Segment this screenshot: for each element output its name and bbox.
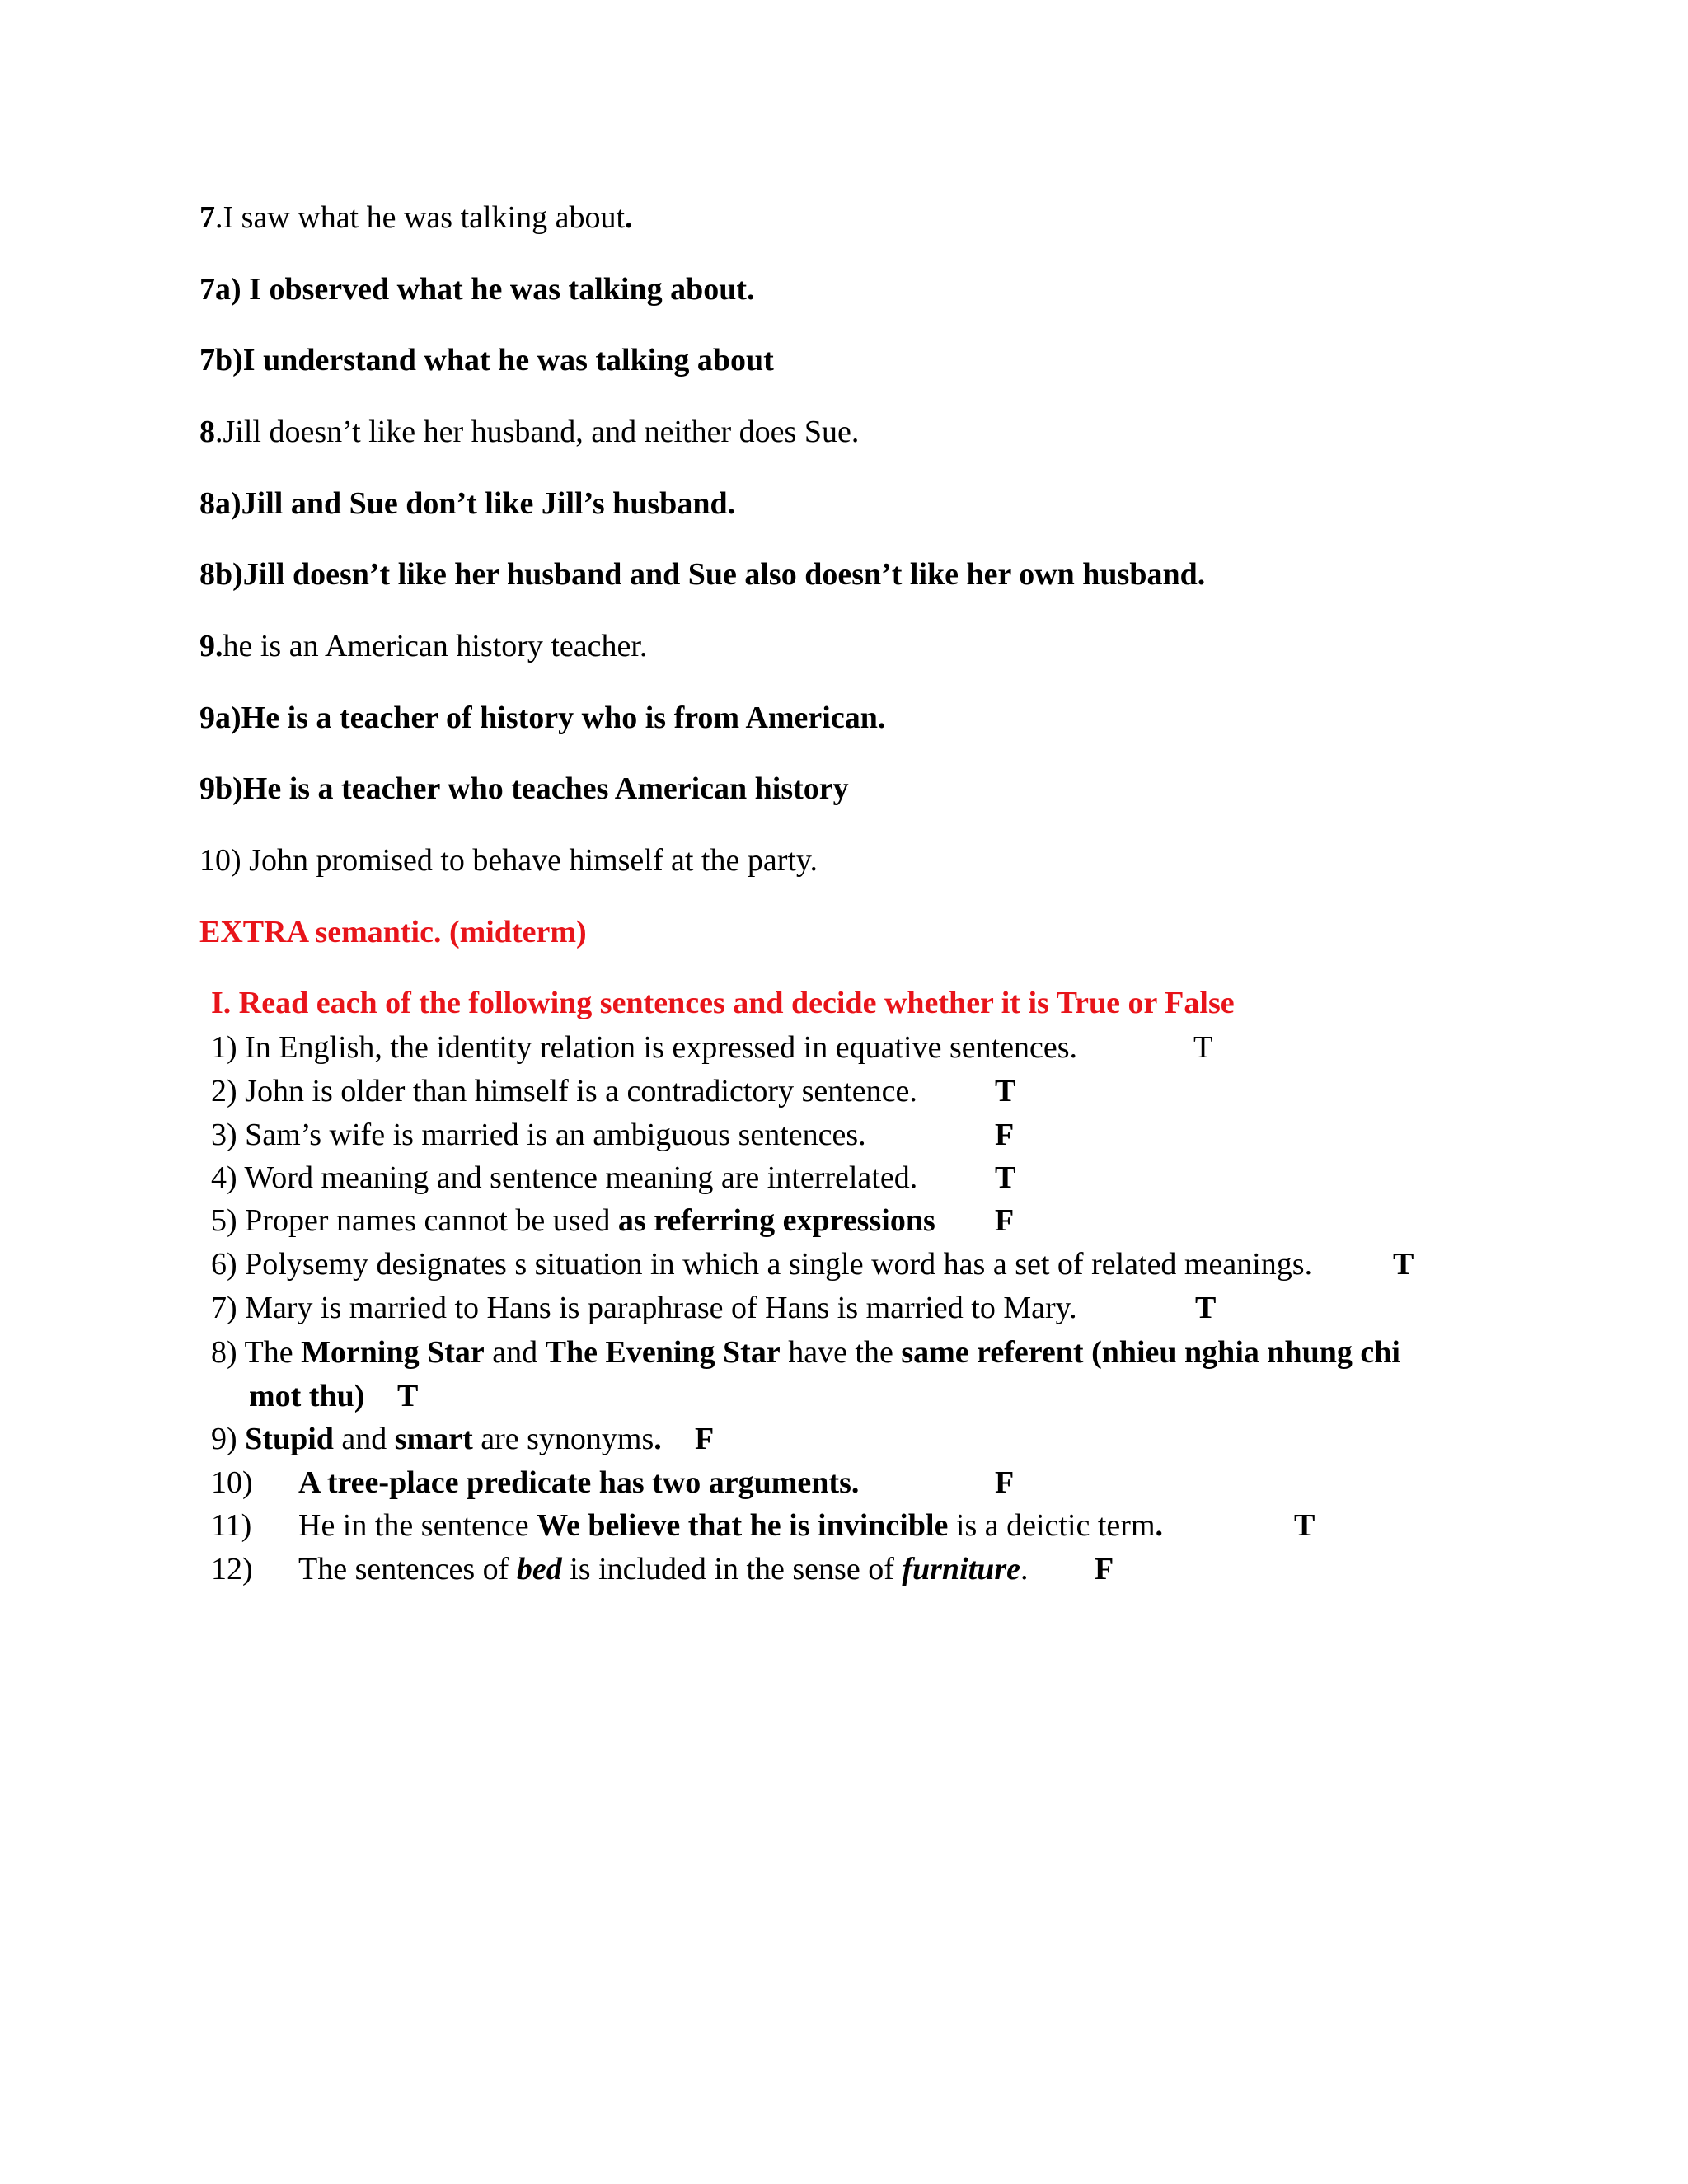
answer-11: T <box>1294 1508 1315 1543</box>
answer-10: F <box>995 1465 1015 1500</box>
question-3: 3) Sam’s wife is married is an ambiguous sentences. <box>211 1118 866 1152</box>
answer-12: F <box>1095 1552 1114 1586</box>
section-heading: I. Read each of the following sentences and decide whether it is True or False <box>211 986 1235 1020</box>
question-7: 7) Mary is married to Hans is paraphrase of Hans is married to Mary. <box>211 1291 1077 1325</box>
answer-9: F <box>695 1422 715 1456</box>
question-9: 9) Stupid and smart are synonyms. <box>211 1422 662 1456</box>
sentence-9a: 9a)He is a teacher of history who is from American. <box>199 701 886 735</box>
question-8-continuation: mot thu) <box>249 1379 365 1413</box>
question-12-text: The sentences of bed is included in the sense of furniture. <box>298 1552 1029 1586</box>
sentence-8: 8.Jill doesn’t like her husband, and neither does Sue. <box>199 415 860 449</box>
extra-heading: EXTRA semantic. (midterm) <box>199 915 587 949</box>
answer-3: F <box>995 1118 1015 1152</box>
question-4: 4) Word meaning and sentence meaning are interrelated. <box>211 1160 918 1195</box>
question-5: 5) Proper names cannot be used as referring expressions <box>211 1203 935 1238</box>
sentence-10: 10) John promised to behave himself at the party. <box>199 843 818 878</box>
answer-5: F <box>995 1203 1015 1238</box>
question-10: 10) <box>211 1465 253 1500</box>
sentence-7a: 7a) I observed what he was talking about. <box>199 272 755 307</box>
question-11: 11) <box>211 1508 252 1543</box>
sentence-8b: 8b)Jill doesn’t like her husband and Sue also doesn’t like her own husband. <box>199 557 1206 592</box>
answer-1: T <box>1193 1030 1213 1065</box>
sentence-9: 9.he is an American history teacher. <box>199 629 648 663</box>
question-8: 8) The Morning Star and The Evening Star have the same referent (nhieu nghia nhung chi <box>211 1335 1400 1370</box>
question-6: 6) Polysemy designates s situation in which a single word has a set of related meanings. <box>211 1247 1313 1282</box>
answer-4: T <box>995 1160 1016 1195</box>
answer-6: T <box>1393 1247 1414 1282</box>
sentence-7: 7.I saw what he was talking about. <box>199 200 633 235</box>
answer-8: T <box>397 1379 419 1413</box>
answer-7: T <box>1195 1291 1217 1325</box>
question-2: 2) John is older than himself is a contradictory sentence. <box>211 1074 917 1108</box>
sentence-8a: 8a)Jill and Sue don’t like Jill’s husband. <box>199 486 736 521</box>
question-1: 1) In English, the identity relation is expressed in equative sentences. <box>211 1030 1078 1065</box>
question-12: 12) <box>211 1552 253 1586</box>
question-11-text: He in the sentence We believe that he is invincible is a deictic term. <box>298 1508 1164 1543</box>
answer-2: T <box>995 1074 1016 1108</box>
sentence-9b: 9b)He is a teacher who teaches American history <box>199 771 849 806</box>
question-10-text: A tree-place predicate has two arguments. <box>298 1465 860 1500</box>
sentence-7b: 7b)I understand what he was talking about <box>199 343 774 377</box>
